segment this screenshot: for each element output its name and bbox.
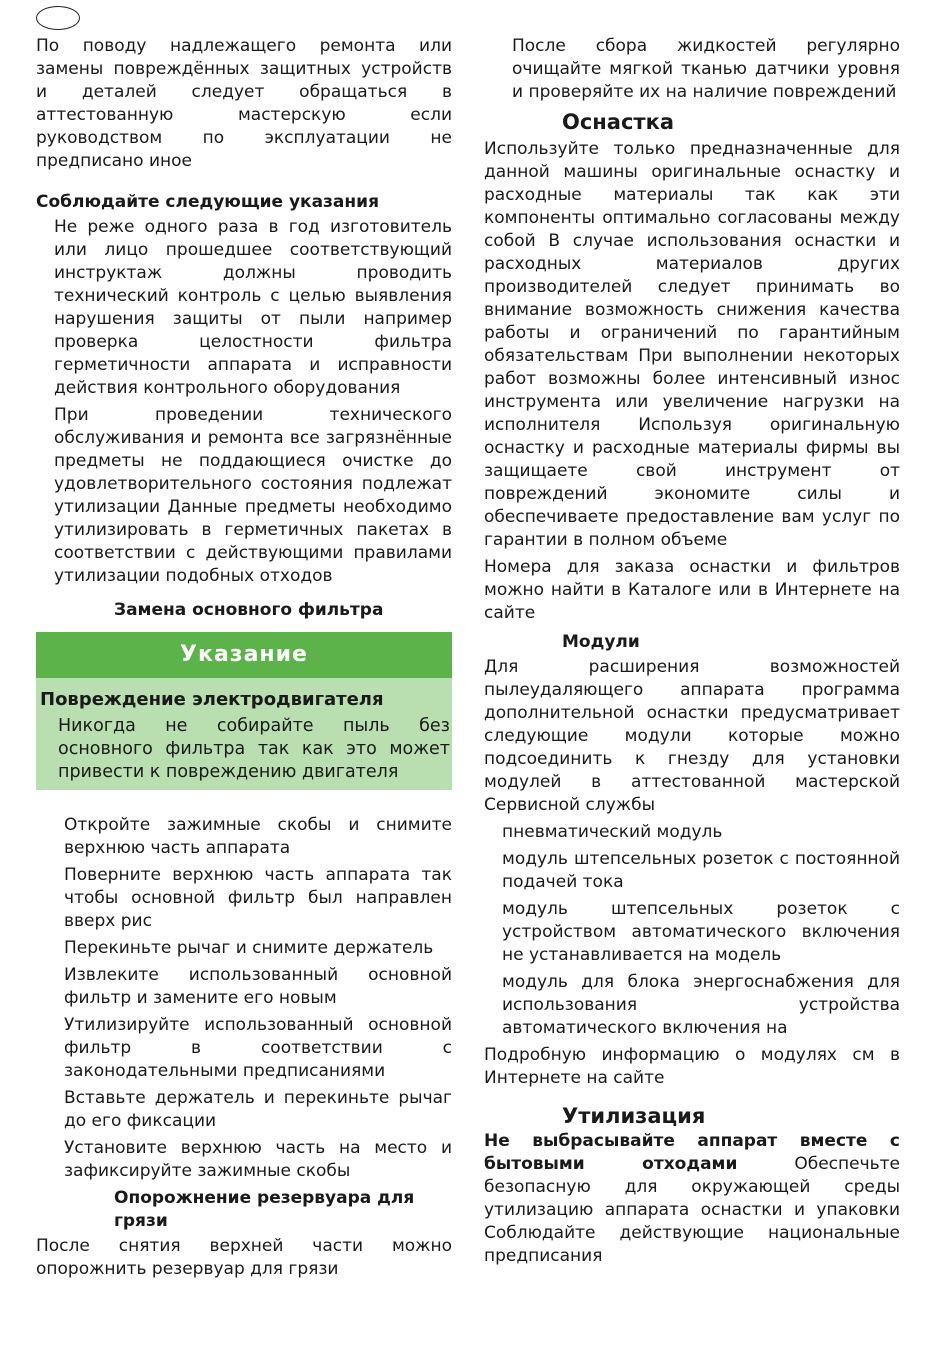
heading-empty-container: Опорожнение резервуара для грязи xyxy=(114,1188,415,1231)
filter-steps-list xyxy=(36,814,452,1183)
step-item: Вставьте держатель и перекиньте рычаг до его фиксации xyxy=(64,1088,452,1131)
sensors-paragraph: После сбора жидкостей регулярно очищайте мягкой тканью датчики уровня и проверяйте их на наличие повреждений xyxy=(512,36,900,102)
inspection-paragraph: Не реже одного раза в год изготовитель или лицо прошедшее соответствующий инструктаж должны проводить технический контроль с целью выявления нарушения защиты от пыли например проверка целостности фильтра герметичности аппарата и исправности действия контрольного оборудования xyxy=(54,217,452,398)
notice-title: Указание xyxy=(36,632,452,678)
heading-instructions: Соблюдайте следующие указания xyxy=(36,192,379,212)
modules-more-info-paragraph: Подробную информацию о модулях см в Интернете на сайте xyxy=(484,1045,900,1088)
disposal-contaminated-paragraph: При проведении технического обслуживания и ремонта все загрязнённые предметы не поддающиеся очистке до удовлетворительного состояния подлежат утилизации Данные предметы необходимо утилизировать в герметичных пакетах в соответствии с действующими правилами утилизации подобных отходов xyxy=(54,405,452,586)
notice-subtitle: Повреждение электродвигателя xyxy=(40,689,384,710)
step-item: Перекиньте рычаг и снимите держатель xyxy=(64,938,434,958)
step-item: Поверните верхнюю часть аппарата так чтобы основной фильтр был направлен вверх рис xyxy=(64,865,452,931)
heading-accessories: Оснастка xyxy=(562,110,675,134)
module-item: модуль штепсельных розеток с постоянной подачей тока xyxy=(502,849,900,892)
heading-filter-replacement: Замена основного фильтра xyxy=(114,600,384,620)
accessories-paragraph: Используйте только предназначенные для данной машины оригинальные оснастку и расходные материалы так как эти компоненты оптимально согласованы между собой В случае использования оснастки и расходных материалов других производителей следует принимать во внимание возможность снижения качества работы и ограничений по гарантийным обязательствам При выполнении некоторых работ возможны более интенсивный износ инструмента или увеличение нагрузки на исполнителя Используя оригинальную оснастку и расходные материалы фирмы вы защищаете свой инструмент от повреждений экономите силы и обеспечиваете предоставление вам услуг по гарантии в полном объеме xyxy=(484,139,900,550)
disposal-text: Обеспечьте безопасную для окружающей среды утилизацию аппарата оснастки и упаковки Соблюдайте действующие национальные предписания xyxy=(484,1154,900,1266)
right-column xyxy=(484,35,900,1272)
modules-paragraph: Для расширения возможностей пылеудаляющего аппарата программа дополнительной оснастки предусматривает следующие модули которые можно подсоединить к гнезду для установки модулей в аттестованной мастерской Сервисной службы xyxy=(484,657,900,815)
disposal-paragraph xyxy=(484,1130,900,1268)
intro-paragraph: По поводу надлежащего ремонта или замены повреждённых защитных устройств и деталей следует обращаться в аттестованную мастерскую если руководством по эксплуатации не предписано иное xyxy=(36,36,452,171)
heading-modules: Модули xyxy=(562,632,640,652)
disposal-warning-bold: Не выбрасывайте аппарат вместе с бытовыми отходами xyxy=(484,1131,900,1174)
notice-text: Никогда не собирайте пыль без основного фильтра так как это может привести к повреждению двигателя xyxy=(58,716,450,782)
order-numbers-paragraph: Номера для заказа оснастки и фильтров можно найти в Каталоге или в Интернете на сайте xyxy=(484,557,900,623)
empty-container-paragraph: После снятия верхней части можно опорожнить резервуар для грязи xyxy=(36,1236,452,1279)
heading-disposal: Утилизация xyxy=(562,1104,706,1128)
language-oval-badge xyxy=(36,6,80,30)
step-item: Установите верхнюю часть на место и зафиксируйте зажимные скобы xyxy=(64,1138,452,1181)
module-item: модуль для блока энергоснабжения для использования устройства автоматического включения на xyxy=(502,972,900,1038)
module-item: модуль штепсельных розеток с устройством автоматического включения не устанавливается на модель xyxy=(502,899,900,965)
step-item: Откройте зажимные скобы и снимите верхнюю часть аппарата xyxy=(64,815,452,858)
step-item: Утилизируйте использованный основной фильтр в соответствии с законодательными предписаниями xyxy=(64,1015,452,1081)
module-item: пневматический модуль xyxy=(502,822,723,842)
notice-box xyxy=(36,632,452,790)
left-column xyxy=(36,35,452,1285)
step-item: Извлеките использованный основной фильтр и замените его новым xyxy=(64,965,452,1008)
